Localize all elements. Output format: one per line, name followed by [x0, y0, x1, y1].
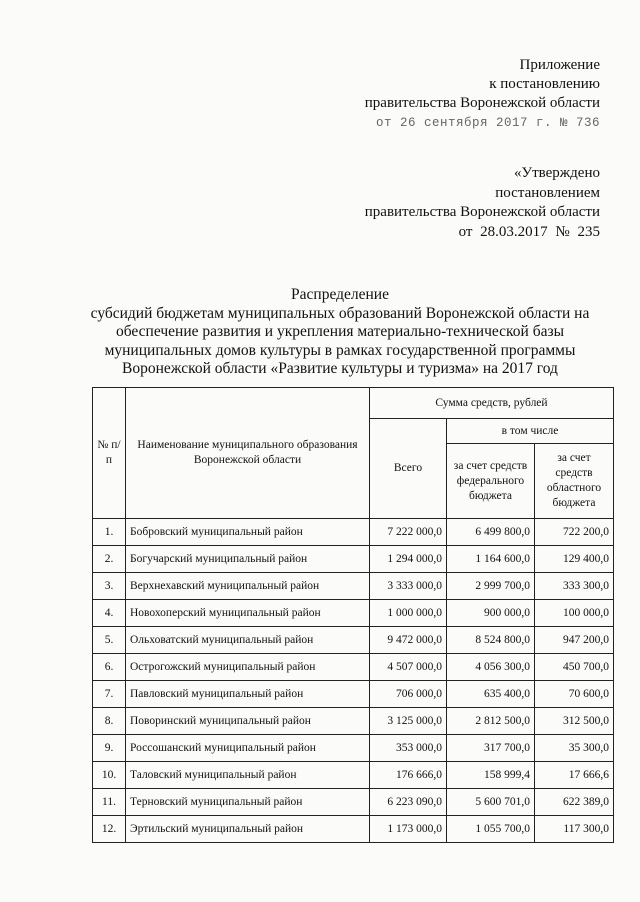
table-row — [93, 789, 614, 816]
row-total: 6 223 090,0 — [370, 789, 447, 816]
row-num: 5. — [93, 627, 126, 654]
row-name: Павловский муниципальный район — [126, 681, 370, 708]
table-row — [93, 708, 614, 735]
row-total: 1 294 000,0 — [370, 546, 447, 573]
table-body — [93, 519, 614, 843]
row-num: 9. — [93, 735, 126, 762]
header-federal: за счет средств федерального бюджета — [447, 444, 535, 519]
row-num: 1. — [93, 519, 126, 546]
appendix-date-stamp: от 26 сентября 2017 г. № 736 — [375, 116, 600, 130]
table-row — [93, 816, 614, 843]
approved-block — [365, 164, 600, 242]
row-total: 1 173 000,0 — [370, 816, 447, 843]
appendix-block — [365, 56, 600, 133]
row-regional: 333 300,0 — [535, 573, 614, 600]
row-federal: 6 499 800,0 — [447, 519, 535, 546]
row-num: 10. — [93, 762, 126, 789]
row-federal: 635 400,0 — [447, 681, 535, 708]
row-regional: 312 500,0 — [535, 708, 614, 735]
header-total: Всего — [370, 419, 447, 519]
row-name: Россошанский муниципальный район — [126, 735, 370, 762]
distribution-table — [92, 387, 614, 843]
row-federal: 1 055 700,0 — [447, 816, 535, 843]
table-row — [93, 519, 614, 546]
row-regional: 17 666,6 — [535, 762, 614, 789]
header-including: в том числе — [447, 419, 614, 444]
approved-line-1: «Утверждено — [513, 165, 600, 181]
appendix-line-2: к постановлению — [489, 76, 600, 92]
appendix-line-1: Приложение — [519, 57, 600, 73]
row-num: 8. — [93, 708, 126, 735]
table-row — [93, 600, 614, 627]
row-total: 9 472 000,0 — [370, 627, 447, 654]
table-row — [93, 654, 614, 681]
row-name: Острогожский муниципальный район — [126, 654, 370, 681]
row-total: 176 666,0 — [370, 762, 447, 789]
row-regional: 70 600,0 — [535, 681, 614, 708]
table-row — [93, 627, 614, 654]
row-federal: 317 700,0 — [447, 735, 535, 762]
row-regional: 117 300,0 — [535, 816, 614, 843]
row-total: 353 000,0 — [370, 735, 447, 762]
row-name: Таловский муниципальный район — [126, 762, 370, 789]
header-sum: Сумма средств, рублей — [370, 388, 614, 419]
row-num: 11. — [93, 789, 126, 816]
row-federal: 4 056 300,0 — [447, 654, 535, 681]
row-regional: 35 300,0 — [535, 735, 614, 762]
header-regional: за счет средств областного бюджета — [535, 444, 614, 519]
row-regional: 722 200,0 — [535, 519, 614, 546]
row-total: 7 222 000,0 — [370, 519, 447, 546]
row-federal: 8 524 800,0 — [447, 627, 535, 654]
row-federal: 158 999,4 — [447, 762, 535, 789]
table-row — [93, 762, 614, 789]
row-federal: 2 812 500,0 — [447, 708, 535, 735]
header-name: Наименование муниципального образования Воронежской области — [126, 388, 370, 519]
title-line-5: Воронежской области «Развитие культуры и туризма» на 2017 год — [122, 360, 558, 377]
table-row — [93, 681, 614, 708]
row-num: 12. — [93, 816, 126, 843]
row-regional: 622 389,0 — [535, 789, 614, 816]
row-total: 4 507 000,0 — [370, 654, 447, 681]
title-line-3: обеспечение развития и укрепления материально-технической базы — [115, 323, 564, 340]
row-name: Поворинский муниципальный район — [126, 708, 370, 735]
approved-line-4: от 28.03.2017 № 235 — [458, 223, 600, 240]
document-title — [80, 286, 600, 379]
row-regional: 947 200,0 — [535, 627, 614, 654]
title-line-1: Распределение — [291, 286, 389, 303]
appendix-line-3: правительства Воронежской области — [364, 95, 600, 111]
row-federal: 1 164 600,0 — [447, 546, 535, 573]
row-num: 6. — [93, 654, 126, 681]
row-num: 4. — [93, 600, 126, 627]
row-federal: 900 000,0 — [447, 600, 535, 627]
row-total: 706 000,0 — [370, 681, 447, 708]
row-num: 7. — [93, 681, 126, 708]
table-row — [93, 546, 614, 573]
row-name: Терновский муниципальный район — [126, 789, 370, 816]
table-row — [93, 573, 614, 600]
row-name: Новохоперский муниципальный район — [126, 600, 370, 627]
row-federal: 5 600 701,0 — [447, 789, 535, 816]
row-num: 3. — [93, 573, 126, 600]
title-line-4: муниципальных домов культуры в рамках государственной программы — [104, 341, 576, 359]
row-total: 1 000 000,0 — [370, 600, 447, 627]
row-name: Верхнехавский муниципальный район — [126, 573, 370, 600]
row-name: Ольховатский муниципальный район — [126, 627, 370, 654]
title-line-2: субсидий бюджетам муниципальных образований Воронежской области на — [90, 304, 590, 322]
row-regional: 450 700,0 — [535, 654, 614, 681]
row-num: 2. — [93, 546, 126, 573]
row-name: Богучарский муниципальный район — [126, 546, 370, 573]
table-row — [93, 735, 614, 762]
approved-line-2: постановлением — [495, 184, 600, 201]
approved-line-3: правительства Воронежской области — [364, 204, 600, 220]
row-total: 3 125 000,0 — [370, 708, 447, 735]
row-regional: 129 400,0 — [535, 546, 614, 573]
row-total: 3 333 000,0 — [370, 573, 447, 600]
row-federal: 2 999 700,0 — [447, 573, 535, 600]
row-regional: 100 000,0 — [535, 600, 614, 627]
header-num: № п/п — [93, 388, 126, 519]
row-name: Эртильский муниципальный район — [126, 816, 370, 843]
row-name: Бобровский муниципальный район — [126, 519, 370, 546]
